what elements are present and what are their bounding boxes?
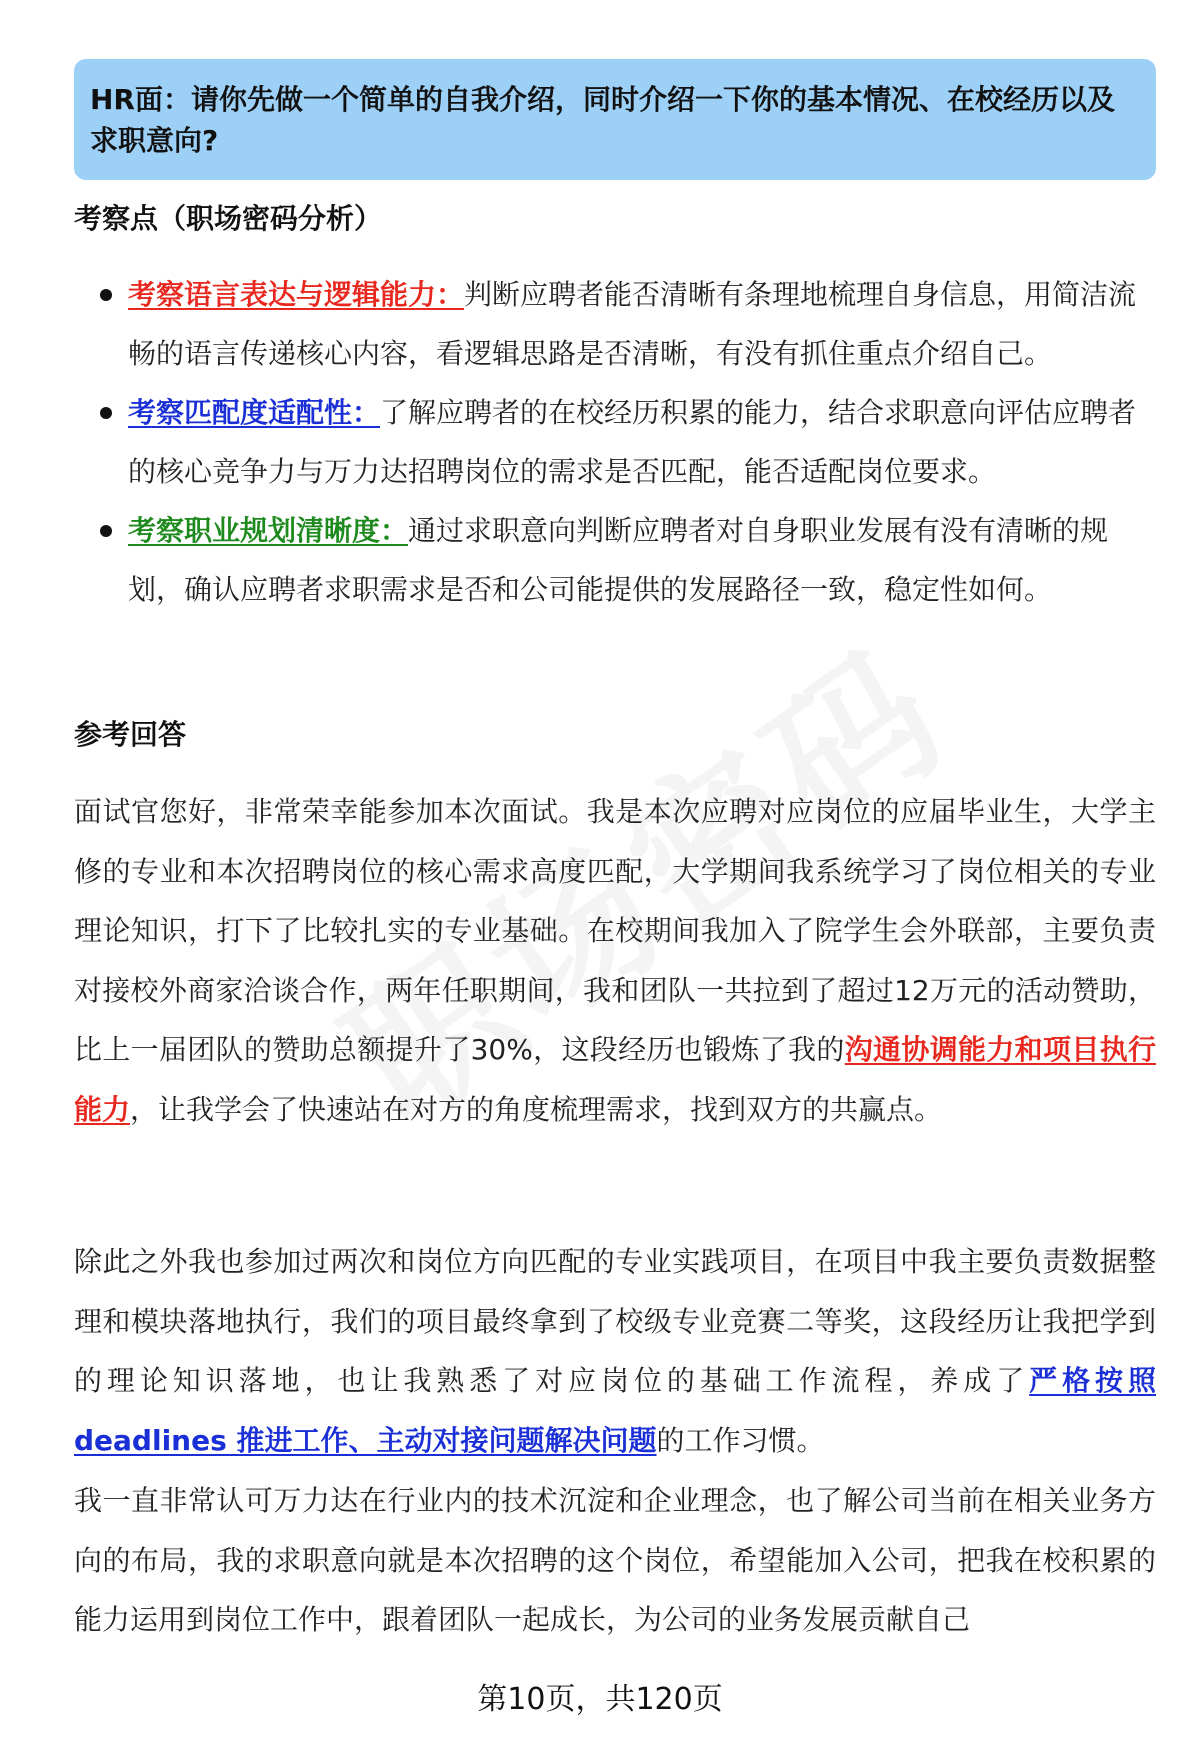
bullet-item (74, 501, 1156, 619)
bullet-item (74, 383, 1156, 501)
para-text: 的工作习惯。 (656, 1423, 825, 1457)
bullet-item (74, 265, 1156, 383)
bullet-dot-icon (100, 289, 112, 301)
bullet-keyword: 考察语言表达与逻辑能力： (128, 278, 465, 311)
bullet-text: 了解应聘者的在校经历积累的能力，结合求职意向评估应聘者的核心竞争力与万力达招聘岗位的需求是否匹配，能否适配岗位要求。 (128, 396, 1137, 488)
section-title-answer: 参考回答 (74, 718, 187, 751)
answer-paragraph-3: 我一直非常认可万力达在行业内的技术沉淀和企业理念，也了解公司当前在相关业务方向的布局，我的求职意向就是本次招聘的这个岗位，希望能加入公司，把我在校积累的能力运用到岗位工作中，跟着团队一起成长，为公司的业务发展贡献自己 (74, 1484, 1156, 1636)
bullet-dot-icon (100, 407, 112, 419)
question-box (74, 59, 1156, 180)
para-highlight: 严格按照 deadlines 推进工作、主动对接问题解决问题 (74, 1364, 1156, 1457)
question-text: HR面：请你先做一个简单的自我介绍，同时介绍一下你的基本情况、在校经历以及求职意向? (90, 83, 1115, 157)
answer-paragraph-2 (74, 1232, 1156, 1470)
bullet-keyword: 考察匹配度适配性： (128, 396, 381, 429)
bullet-text: 通过求职意向判断应聘者对自身职业发展有没有清晰的规划，确认应聘者求职需求是否和公司能提供的发展路径一致，稳定性如何。 (128, 514, 1109, 606)
para-highlight: 沟通协调能力和项目执行能力 (74, 1033, 1156, 1126)
bullet-dot-icon (100, 525, 112, 537)
bullet-keyword: 考察职业规划清晰度： (128, 514, 409, 547)
section-title-analysis: 考察点（职场密码分析） (74, 202, 383, 235)
para-text: 面试官您好，非常荣幸能参加本次面试。我是本次应聘对应岗位的应届毕业生，大学主修的专业和本次招聘岗位的核心需求高度匹配，大学期间我系统学习了岗位相关的专业理论知识，打下了比较扎实的专业基础。在校期间我加入了院学生会外联部，主要负责对接校外商家洽谈合作，两年任职期间，我和团队一共拉到了超过12万元的活动赞助，比上一届团队的赞助总额提升了30%，这段经历也锻炼了我的 (74, 795, 1156, 1066)
bullet-list (74, 265, 1156, 619)
page-number-footer: 第10页，共120页 (477, 1682, 723, 1717)
para-text: ，让我学会了快速站在对方的角度梳理需求，找到双方的共赢点。 (130, 1092, 943, 1126)
answer-paragraph-1 (74, 782, 1156, 1139)
bullet-text: 判断应聘者能否清晰有条理地梳理自身信息，用简洁流畅的语言传递核心内容，看逻辑思路是否清晰，有没有抓住重点介绍自己。 (128, 278, 1137, 370)
para-text: 除此之外我也参加过两次和岗位方向匹配的专业实践项目，在项目中我主要负责数据整理和模块落地执行，我们的项目最终拿到了校级专业竞赛二等奖，这段经历让我把学到的理论知识落地，也让我熟悉了对应岗位的基础工作流程，养成了 (74, 1245, 1156, 1397)
